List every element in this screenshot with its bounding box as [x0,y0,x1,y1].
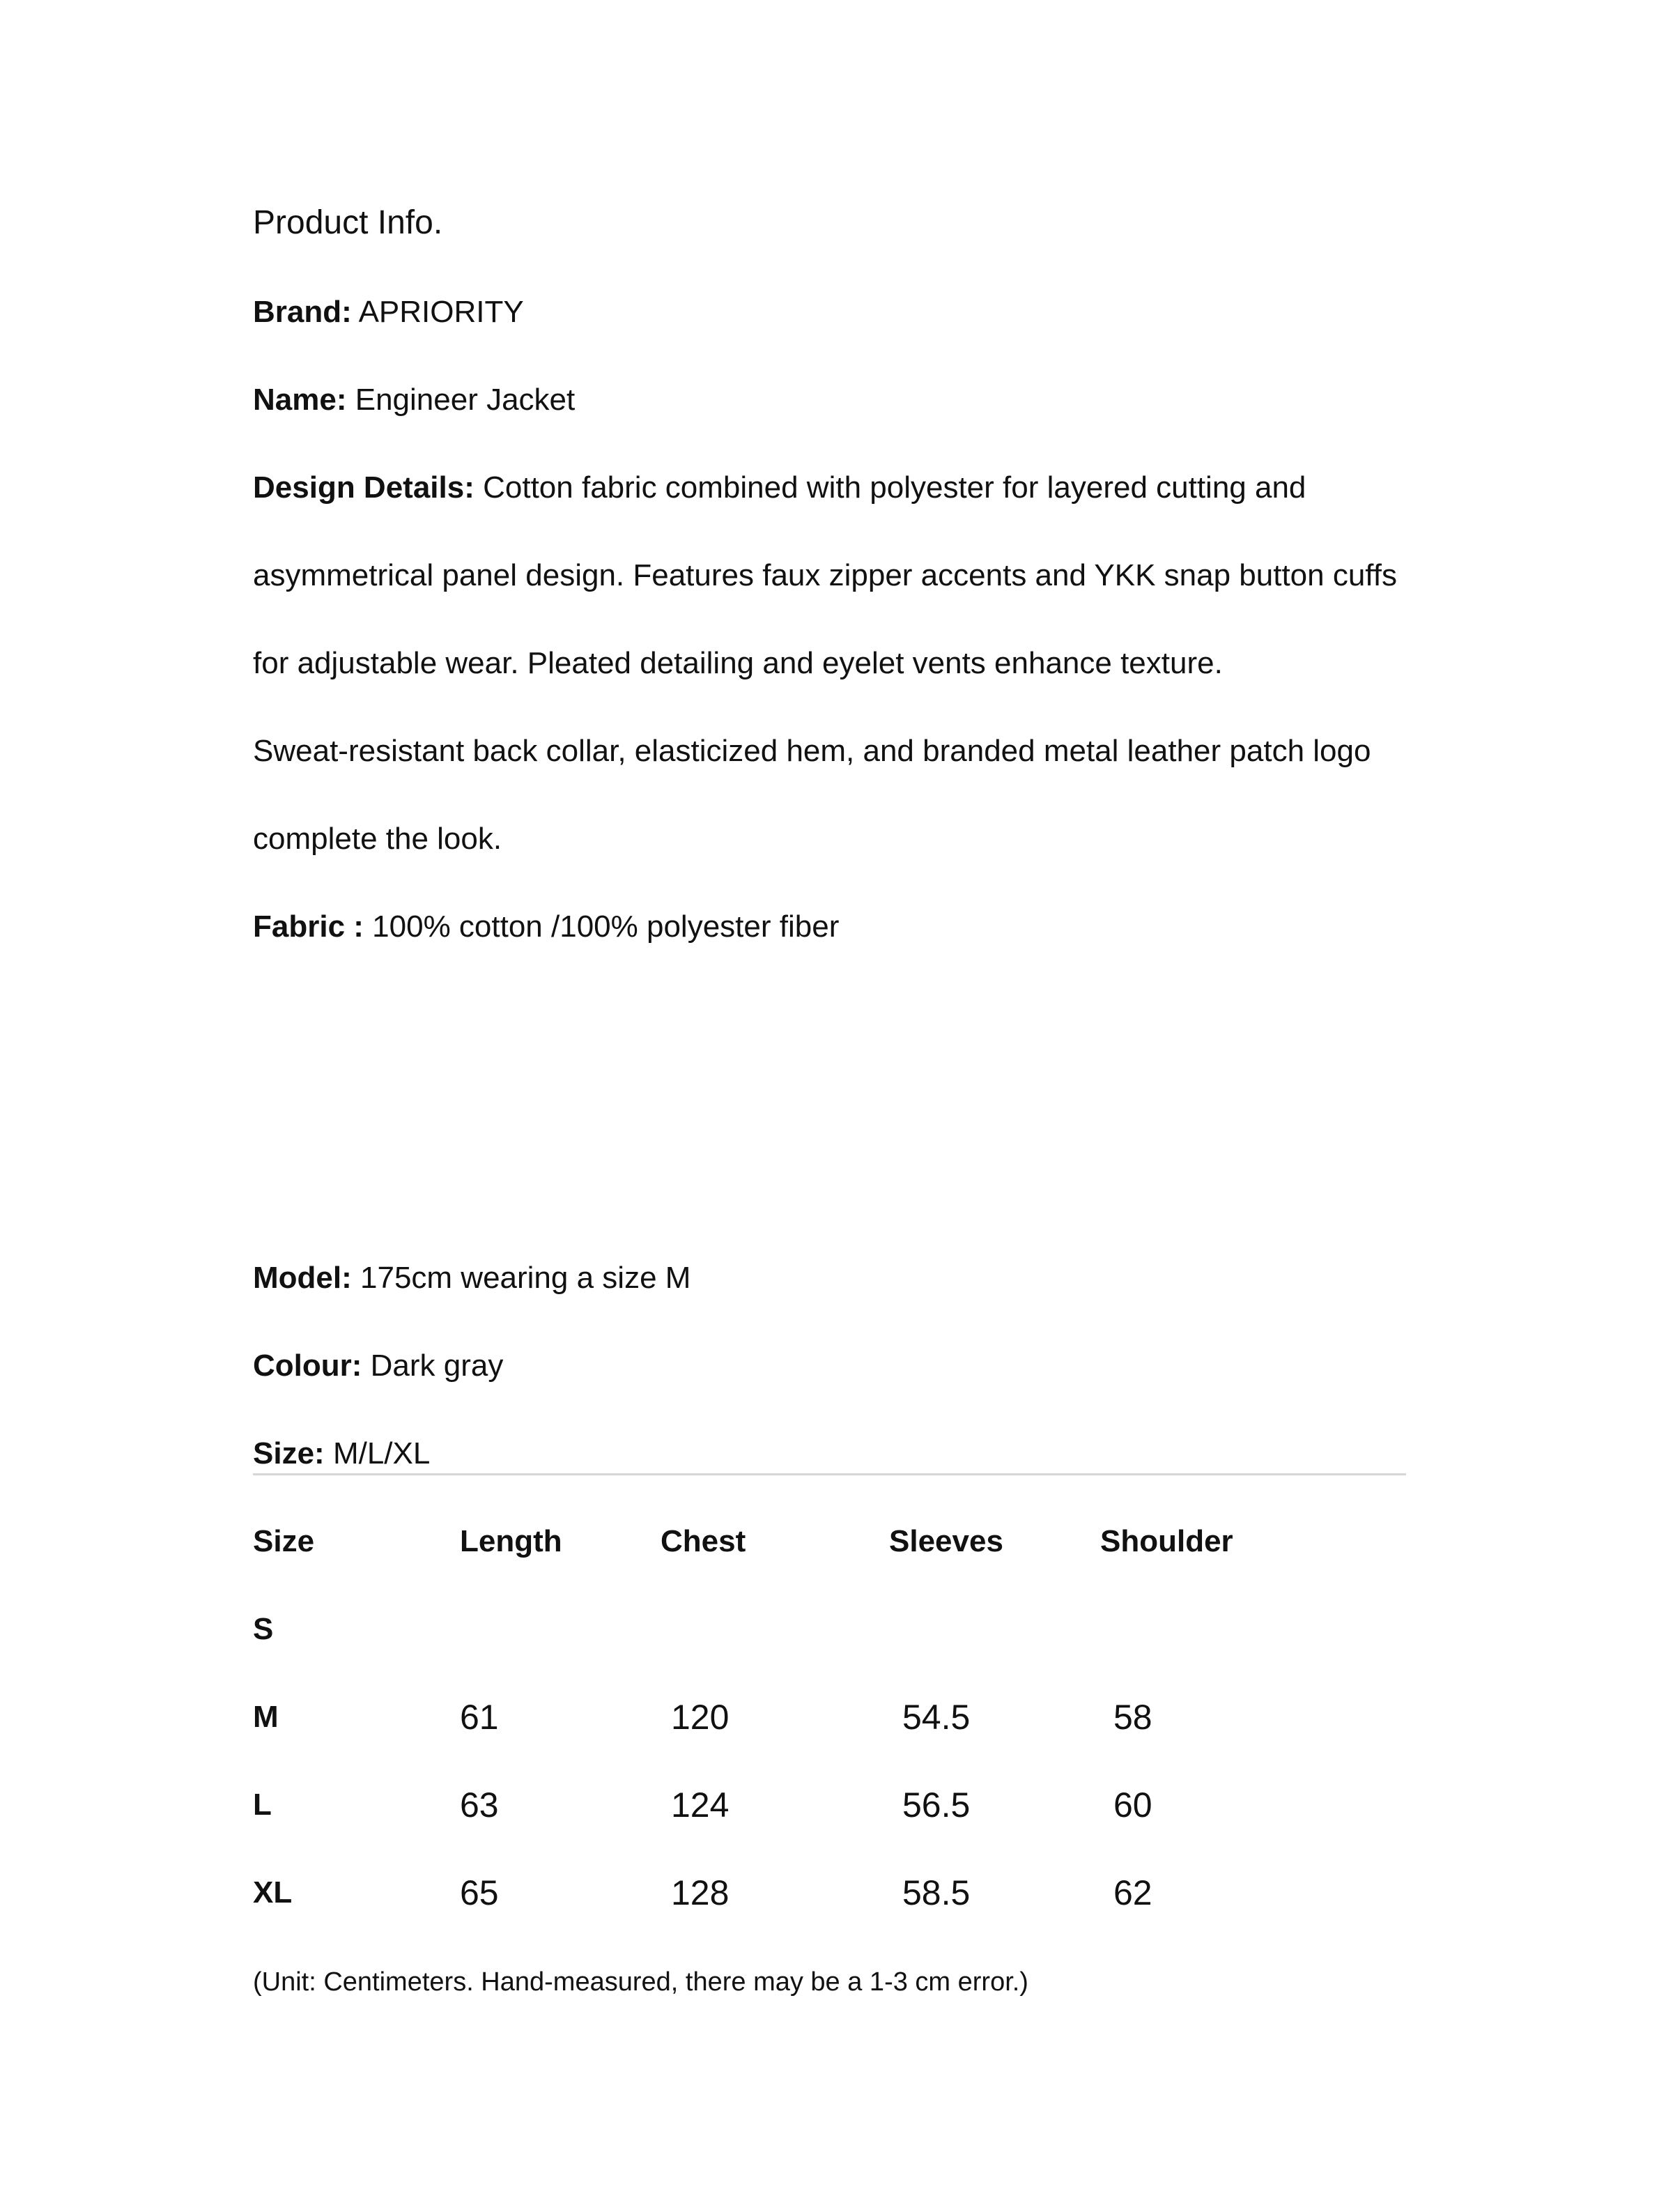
model-label: Model: [253,1261,352,1295]
design-line-4: Sweat-resistant back collar, elasticized hem, and branded metal leather patch logo [253,734,1371,768]
table-cell-sleeves: 54.5 [902,1698,971,1737]
brand-label: Brand: [253,295,352,329]
name-line [253,379,575,421]
table-cell-shoulder: 62 [1113,1873,1152,1912]
header-shoulder: Shoulder [1100,1524,1233,1558]
design-line-2: asymmetrical panel design. Features faux zipper accents and YKK snap button cuffs [253,558,1397,592]
divider [253,1473,1406,1475]
fabric-line [253,906,839,948]
design-line-1 [253,467,1306,509]
size-label: Size: [253,1436,325,1470]
model-value: 175cm wearing a size M [360,1261,691,1295]
model-line [253,1257,690,1299]
design-text-1: Cotton fabric combined with polyester for layered cutting and [483,470,1306,505]
table-cell-shoulder: 60 [1113,1785,1152,1825]
design-line-5: complete the look. [253,822,502,856]
design-label: Design Details: [253,470,474,505]
name-label: Name: [253,383,347,417]
header-size: Size [253,1524,315,1558]
colour-line [253,1345,503,1387]
page-title: Product Info. [253,204,443,241]
brand-value: APRIORITY [358,295,524,329]
header-sleeves: Sleeves [889,1524,1003,1558]
table-row-size: S [253,1612,274,1646]
colour-value: Dark gray [370,1349,504,1383]
table-cell-length: 65 [460,1873,499,1912]
name-value: Engineer Jacket [355,383,576,417]
design-line-3: for adjustable wear. Pleated detailing and eyelet vents enhance texture. [253,646,1223,680]
fabric-value: 100% cotton /100% polyester fiber [372,909,840,944]
header-chest: Chest [661,1524,746,1558]
table-cell-chest: 128 [671,1873,730,1912]
table-row-size: XL [253,1875,293,1910]
header-length: Length [460,1524,562,1558]
table-cell-sleeves: 56.5 [902,1785,971,1825]
table-cell-length: 63 [460,1785,499,1825]
table-cell-chest: 124 [671,1785,730,1825]
table-row-size: L [253,1788,272,1822]
colour-label: Colour: [253,1349,362,1383]
brand-line [253,291,524,333]
measurement-note: (Unit: Centimeters. Hand-measured, there may be a 1-3 cm error.) [253,1967,1028,1997]
table-cell-sleeves: 58.5 [902,1873,971,1912]
table-cell-length: 61 [460,1698,499,1737]
size-value: M/L/XL [332,1436,431,1470]
table-cell-chest: 120 [671,1698,730,1737]
table-cell-shoulder: 58 [1113,1698,1152,1737]
size-line [253,1433,430,1475]
fabric-label: Fabric : [253,909,364,944]
table-row-size: M [253,1700,279,1734]
